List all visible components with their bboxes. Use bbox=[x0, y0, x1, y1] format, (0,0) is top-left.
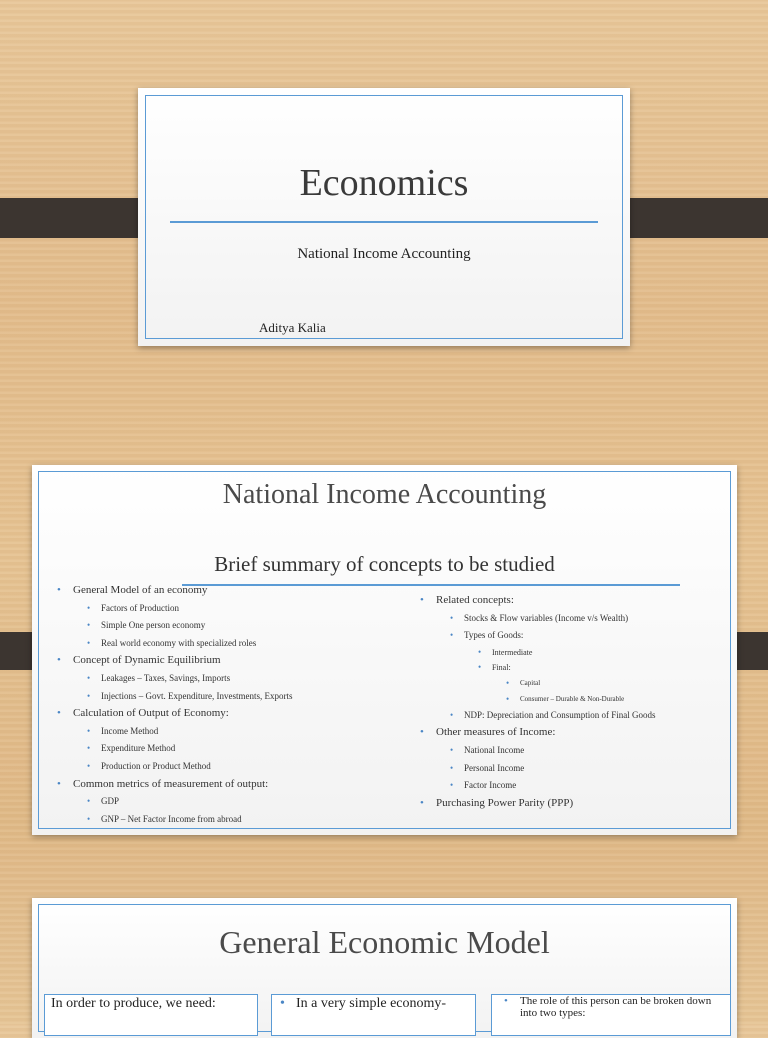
slide-summary bbox=[32, 465, 737, 835]
bullet-item-level-1: • Common metrics of measurement of output: bbox=[73, 776, 292, 794]
bullet-item-level-2: • Simple One person economy bbox=[101, 617, 292, 635]
slide-subheading: Brief summary of concepts to be studied bbox=[214, 552, 555, 576]
content-box-3 bbox=[491, 994, 731, 1036]
content-box-2 bbox=[271, 994, 476, 1036]
slide-subtitle: National Income Accounting bbox=[297, 246, 471, 262]
title-underline bbox=[170, 221, 598, 223]
author-name: Aditya Kalia bbox=[259, 320, 326, 335]
bullet-item-level-2: • National Income bbox=[464, 742, 655, 760]
bullet-item-level-1: • General Model of an economy bbox=[73, 582, 292, 600]
slide-title bbox=[138, 88, 630, 346]
right-bullet-list bbox=[436, 592, 655, 812]
box-2-label: In a very simple economy- bbox=[296, 996, 447, 1011]
bullet-item-level-2: • NDP: Depreciation and Consumption of Final Goods bbox=[464, 707, 655, 725]
bullet-item-level-2: • Injections – Govt. Expenditure, Investments, Exports bbox=[101, 688, 292, 706]
box-3-label: The role of this person can be broken down into two types: bbox=[520, 995, 712, 1019]
box-2-text bbox=[280, 996, 447, 1012]
slide-frame bbox=[145, 95, 623, 339]
bullet-item-level-1: • Related concepts: bbox=[436, 592, 655, 610]
slide-heading: National Income Accounting bbox=[222, 479, 547, 510]
box-1-text: In order to produce, we need: bbox=[51, 996, 216, 1011]
bullet-item-level-1: • Calculation of Output of Economy: bbox=[73, 705, 292, 723]
bullet-item-level-2: • Stocks & Flow variables (Income v/s Wealth) bbox=[464, 610, 655, 628]
left-bullet-list bbox=[73, 582, 292, 828]
bullet-item-level-1: • Other measures of Income: bbox=[436, 724, 655, 742]
bullet-item-level-2: • Types of Goods: bbox=[464, 627, 655, 645]
band-left-1 bbox=[0, 198, 155, 238]
bullet-item-level-2: • GDP bbox=[101, 793, 292, 811]
bullet-item-level-4: • Capital bbox=[520, 675, 655, 691]
bullet-item-level-2: • Personal Income bbox=[464, 760, 655, 778]
band-right-1 bbox=[614, 198, 768, 238]
bullet-item-level-2: • Factors of Production bbox=[101, 600, 292, 618]
bullet-item-level-2: • Factor Income bbox=[464, 777, 655, 795]
bullet-item-level-1: • Concept of Dynamic Equilibrium bbox=[73, 652, 292, 670]
bullet-icon: • bbox=[280, 996, 285, 1011]
bullet-item-level-2: • GNP – Net Factor Income from abroad bbox=[101, 811, 292, 829]
bullet-item-level-1: • Purchasing Power Parity (PPP) bbox=[436, 795, 655, 813]
bullet-item-level-4: • Consumer – Durable & Non-Durable bbox=[520, 691, 655, 707]
bullet-item-level-2: • Real world economy with specialized roles bbox=[101, 635, 292, 653]
bullet-item-level-2: • Income Method bbox=[101, 723, 292, 741]
bullet-icon: • bbox=[504, 995, 508, 1007]
slide-heading: General Economic Model bbox=[219, 924, 550, 960]
slide-general-model bbox=[32, 898, 737, 1038]
bullet-item-level-2: • Production or Product Method bbox=[101, 758, 292, 776]
bullet-item-level-3: • Final: bbox=[492, 660, 655, 675]
box-3-text bbox=[504, 995, 716, 1019]
bullet-item-level-2: • Expenditure Method bbox=[101, 740, 292, 758]
slide-title-heading: Economics bbox=[299, 162, 469, 204]
content-box-1 bbox=[44, 994, 258, 1036]
bullet-item-level-2: • Leakages – Taxes, Savings, Imports bbox=[101, 670, 292, 688]
bullet-item-level-3: • Intermediate bbox=[492, 645, 655, 660]
